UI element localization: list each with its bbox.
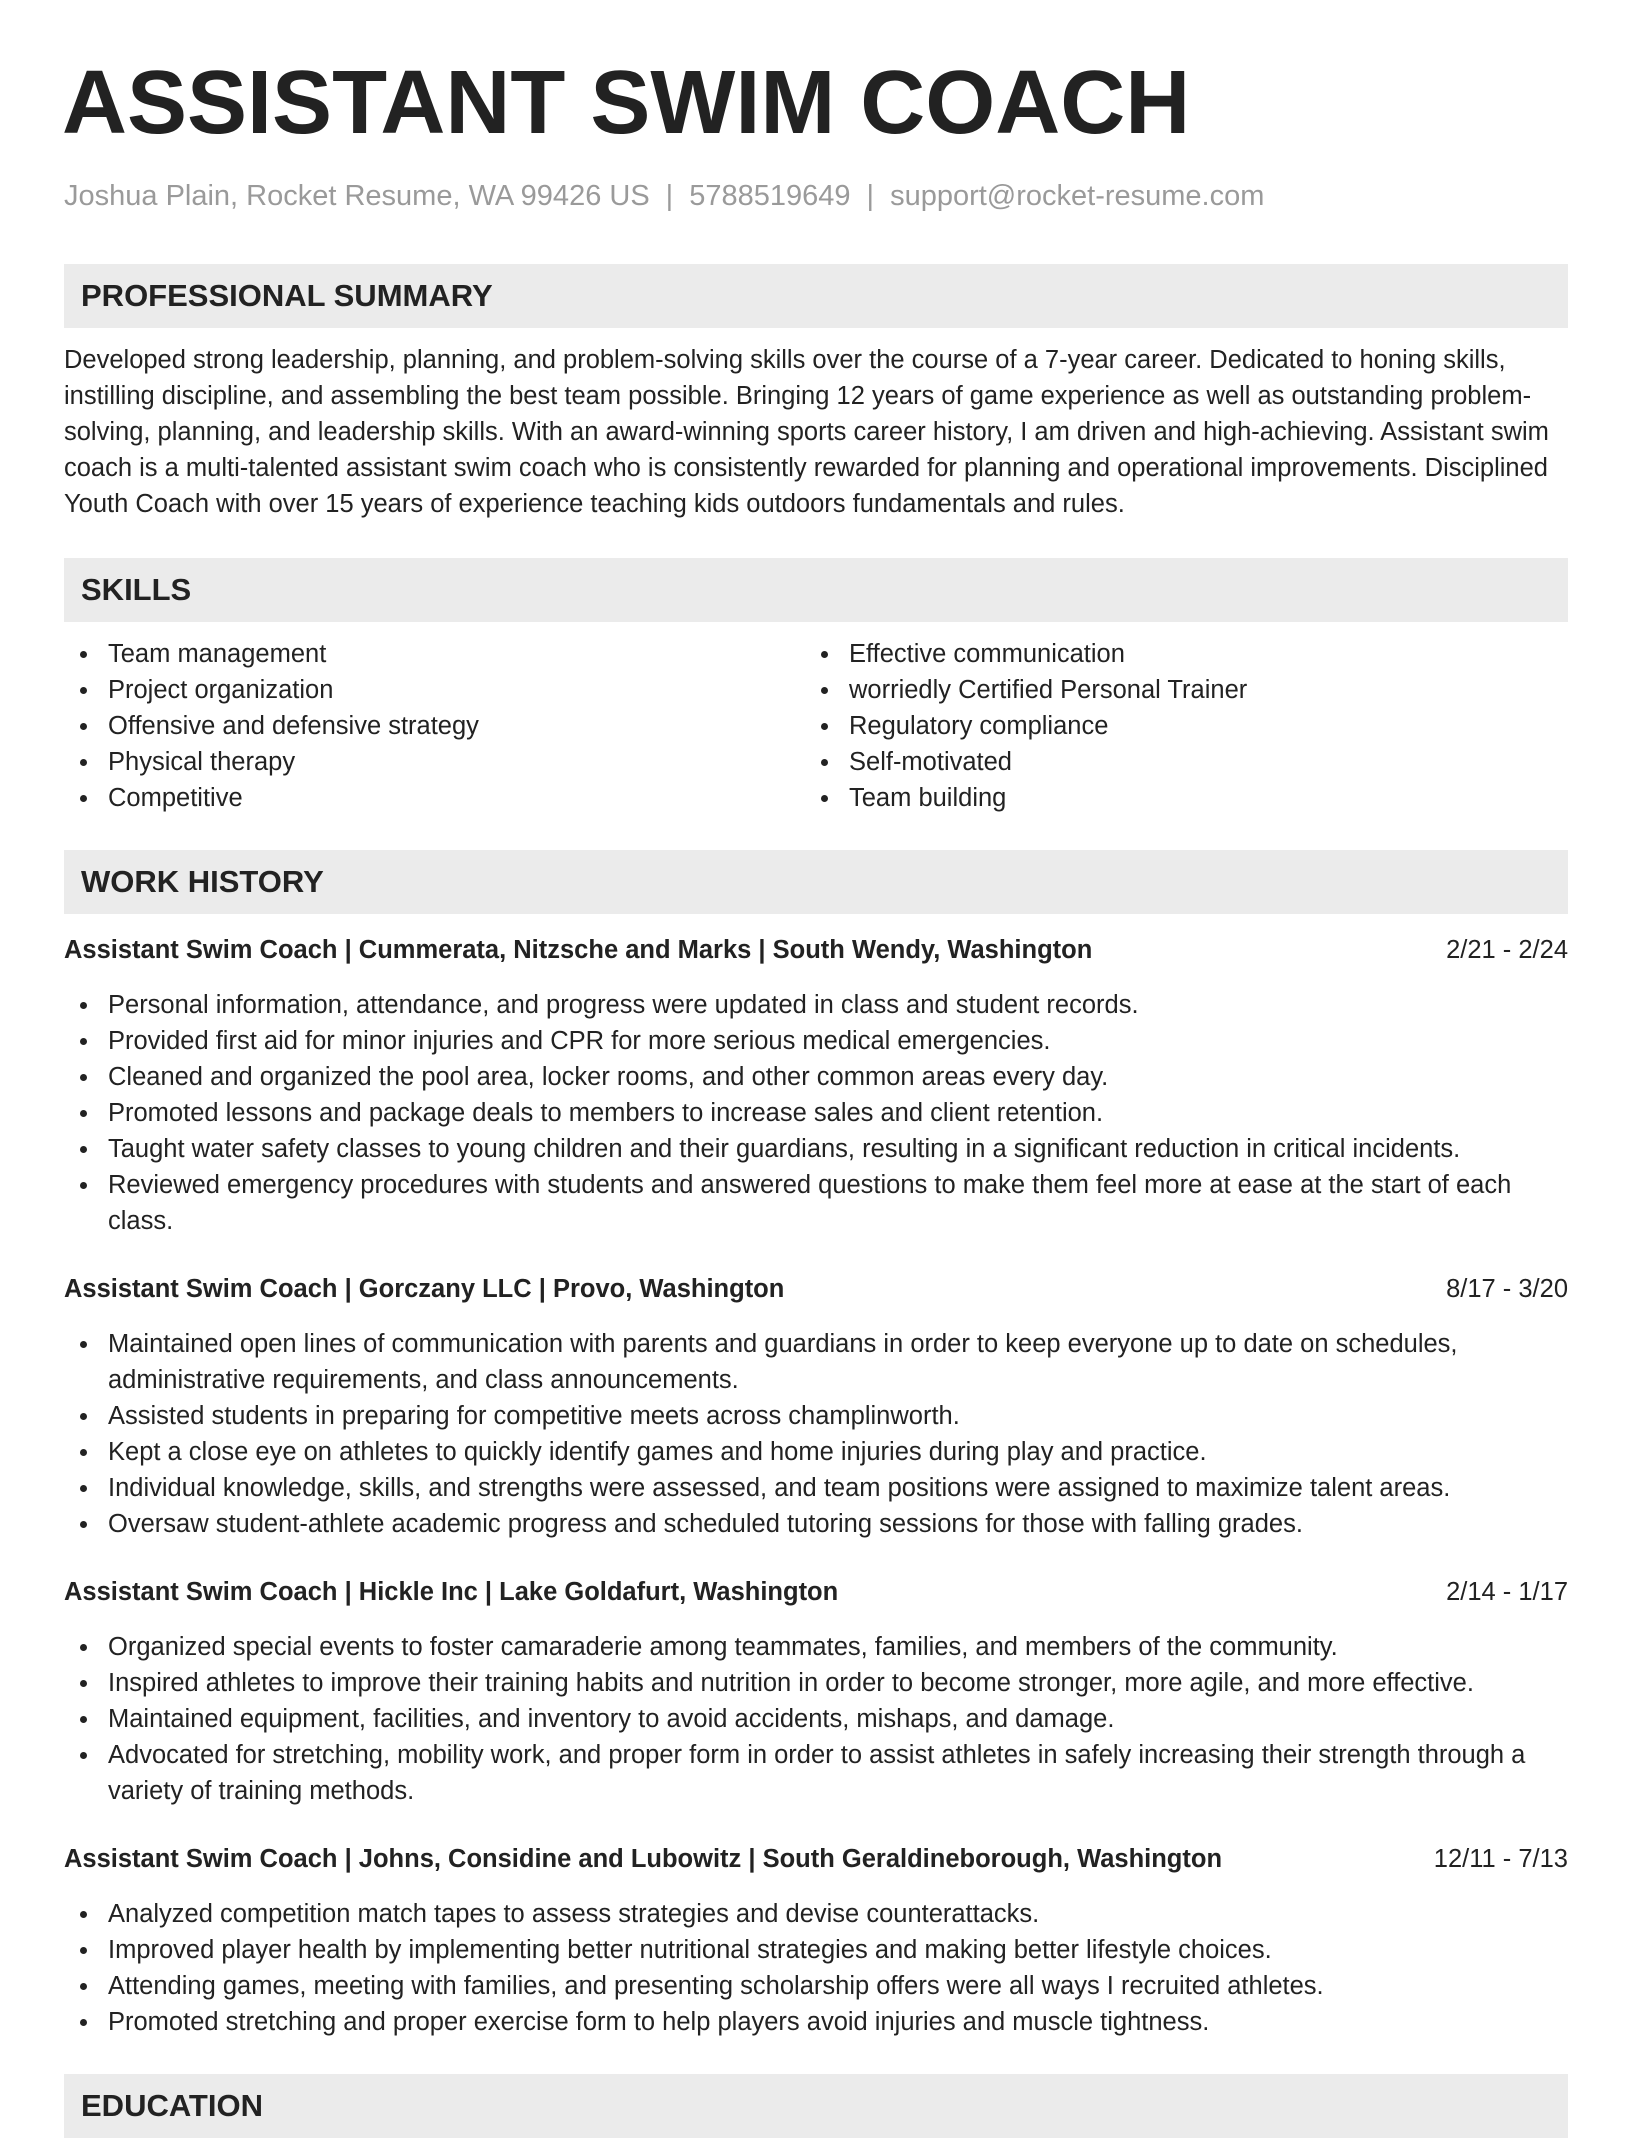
job-entry — [64, 932, 1568, 1239]
job-bullet: Organized special events to foster camaraderie among teammates, families, and members of the community. — [64, 1629, 1568, 1665]
job-bullet: Kept a close eye on athletes to quickly identify games and home injuries during play and practice. — [64, 1434, 1568, 1470]
job-dates: 2/21 - 2/24 — [1446, 936, 1568, 964]
job-title: Assistant Swim Coach | Gorczany LLC | Provo, Washington — [64, 1275, 785, 1303]
contact-email: support@rocket-resume.com — [890, 180, 1265, 212]
skill-item: worriedly Certified Personal Trainer — [805, 672, 1546, 708]
resume-title: ASSISTANT SWIM COACH — [62, 53, 1191, 153]
job-title: Assistant Swim Coach | Hickle Inc | Lake Goldafurt, Washington — [64, 1578, 839, 1606]
job-bullet: Maintained open lines of communication with parents and guardians in order to keep everyone up to date on schedules, administrative requirements, and class announcements. — [64, 1326, 1568, 1398]
job-header — [64, 932, 1568, 968]
summary-paragraph: Developed strong leadership, planning, and problem-solving skills over the course of a 7-year career. Dedicated to honing skills, instilling discipline, and assembling the best team possible. Bringing 12 years of game experience as well as outstanding problem-solving, planning, and leadership skills. With an award-winning sports career history, I am driven and high-achieving. Assistant swim coach is a multi-talented assistant swim coach who is consistently rewarded for planning and operational improvements. Disciplined Youth Coach with over 15 years of experience teaching kids outdoors fundamentals and rules. — [64, 346, 1549, 518]
section-heading-work-history: WORK HISTORY — [64, 850, 1568, 914]
job-entry — [64, 1574, 1568, 1809]
skills-column-left — [64, 636, 805, 816]
job-bullet: Cleaned and organized the pool area, locker rooms, and other common areas every day. — [64, 1059, 1568, 1095]
job-header — [64, 1841, 1568, 1877]
job-title: Assistant Swim Coach | Johns, Considine and Lubowitz | South Geraldineborough, Washington — [64, 1845, 1223, 1873]
job-header — [64, 1271, 1568, 1307]
skill-item: Self-motivated — [805, 744, 1546, 780]
job-bullet: Attending games, meeting with families, and presenting scholarship offers were all ways I recruited athletes. — [64, 1968, 1568, 2004]
skills-list — [64, 636, 1568, 816]
job-bullet: Promoted lessons and package deals to members to increase sales and client retention. — [64, 1095, 1568, 1131]
job-bullet: Advocated for stretching, mobility work, and proper form in order to assist athletes in safely increasing their strength through a variety of training methods. — [64, 1737, 1568, 1809]
job-entry — [64, 1271, 1568, 1542]
job-bullet: Personal information, attendance, and progress were updated in class and student records. — [64, 987, 1568, 1023]
skill-item: Effective communication — [805, 636, 1546, 672]
skill-item: Offensive and defensive strategy — [64, 708, 805, 744]
job-bullet: Analyzed competition match tapes to assess strategies and devise counterattacks. — [64, 1896, 1568, 1932]
section-heading-skills: SKILLS — [64, 558, 1568, 622]
skill-item: Physical therapy — [64, 744, 805, 780]
job-bullet: Maintained equipment, facilities, and inventory to avoid accidents, mishaps, and damage. — [64, 1701, 1568, 1737]
contact-phone: 5788519649 — [689, 180, 851, 212]
skills-column-right — [805, 636, 1546, 816]
job-header — [64, 1574, 1568, 1610]
contact-address: Joshua Plain, Rocket Resume, WA 99426 US — [64, 180, 650, 212]
job-bullet: Improved player health by implementing better nutritional strategies and making better lifestyle choices. — [64, 1932, 1568, 1968]
job-bullet: Individual knowledge, skills, and strengths were assessed, and team positions were assigned to maximize talent areas. — [64, 1470, 1568, 1506]
job-bullets — [64, 1326, 1568, 1542]
job-bullet: Assisted students in preparing for competitive meets across champlinworth. — [64, 1398, 1568, 1434]
job-bullet: Inspired athletes to improve their training habits and nutrition in order to become stronger, more agile, and more effective. — [64, 1665, 1568, 1701]
section-heading-education: EDUCATION — [64, 2074, 1568, 2138]
skill-item: Team building — [805, 780, 1546, 816]
job-title: Assistant Swim Coach | Cummerata, Nitzsche and Marks | South Wendy, Washington — [64, 936, 1093, 964]
job-entry — [64, 1841, 1568, 2040]
job-bullets — [64, 987, 1568, 1239]
contact-line — [64, 182, 1568, 211]
job-bullet: Promoted stretching and proper exercise form to help players avoid injuries and muscle tightness. — [64, 2004, 1568, 2040]
contact-separator: | — [665, 180, 674, 212]
job-dates: 2/14 - 1/17 — [1446, 1578, 1568, 1606]
job-bullets — [64, 1896, 1568, 2040]
job-bullet: Taught water safety classes to young children and their guardians, resulting in a significant reduction in critical incidents. — [64, 1131, 1568, 1167]
job-bullet: Reviewed emergency procedures with students and answered questions to make them feel more at ease at the start of each class. — [64, 1167, 1568, 1239]
job-bullets — [64, 1629, 1568, 1809]
job-dates: 8/17 - 3/20 — [1446, 1275, 1568, 1303]
job-bullet: Oversaw student-athlete academic progress and scheduled tutoring sessions for those with falling grades. — [64, 1506, 1568, 1542]
skill-item: Team management — [64, 636, 805, 672]
section-heading-summary: PROFESSIONAL SUMMARY — [64, 264, 1568, 328]
job-bullet: Provided first aid for minor injuries and CPR for more serious medical emergencies. — [64, 1023, 1568, 1059]
contact-separator: | — [866, 180, 875, 212]
job-dates: 12/11 - 7/13 — [1433, 1845, 1568, 1873]
skill-item: Competitive — [64, 780, 805, 816]
skill-item: Regulatory compliance — [805, 708, 1546, 744]
skill-item: Project organization — [64, 672, 805, 708]
